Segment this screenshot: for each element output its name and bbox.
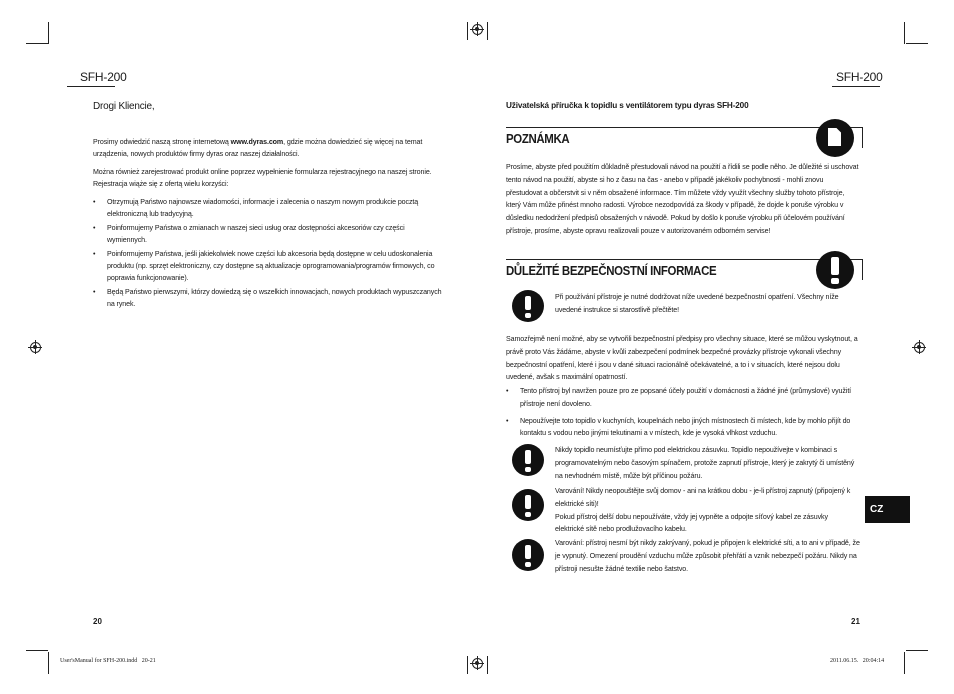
registration-mark-icon — [470, 656, 484, 670]
left-page-body — [93, 136, 443, 312]
safety-intro: Při používání přístroje je nutné dodržovat níže uvedené bezpečnostní opatření. Všechny níže uvedené instrukce si starostlivě přečtěte! — [555, 293, 839, 314]
exclamation-circle-icon — [816, 251, 854, 289]
safety-heading: DŮLEŽITÉ BEZPEČNOSTNÍ INFORMACE — [506, 263, 717, 278]
print-timestamp: 2011.06.15. 20:04:14 — [830, 658, 885, 664]
greeting: Drogi Kliencie, — [93, 101, 155, 112]
warning-unattended-line: Varování! Nikdy neopouštějte svůj domov - ani na krátkou dobu - je-li přístroj zapnutý (připojený k elektrické síti)! — [555, 487, 851, 508]
note-heading: POZNÁMKA — [506, 131, 570, 146]
list-item: • Poinformujemy Państwa, jeśli jakiekolwiek nowe części lub akcesoria będą dostępne w celu udoskonalenia produktu (np. sprzęt elektroniczny, czy dostępne są aktualizacje oprogramowania/programów firmowych, co poprawia funkcjonowanie). — [93, 248, 443, 284]
exclamation-circle-icon — [512, 489, 544, 521]
warning-socket: Nikdy topidlo neumísťujte přímo pod elektrickou zásuvku. Topidlo nepoužívejte v kombinaci s programovatelným nebo časovým spínačem, protože zapnutí přístroje, který je zakrytý či umístěný na nevhodném místě, může být příčinou požáru. — [555, 446, 855, 480]
page-number-left: 20 — [93, 617, 102, 626]
header-rule-right — [832, 86, 880, 87]
exclamation-circle-icon — [512, 290, 544, 322]
safety-list — [506, 385, 861, 442]
list-item: • Tento přístroj byl navržen pouze pro ze popsané účely použití v domácnosti a žádné jiné (průmyslové) využití přístroje není dovoleno. — [506, 385, 861, 411]
note-text: Prosíme, abyste před použitím důkladně přestudovali návod na použití a řídili se podle něho. Je důležité si uschovat tento návod na použití, abyste si ho z času na čas - anebo v případě jakékoliv pochybnosti - mohli znovu přestudovat a občerstvit si v něm obsažené informace. Tím můžete vždy využít všechny služby tohoto přístroje, který Vám může přinést mnoho radosti. Výrobce nezodpovídá za škody v případě, že dojde k poruše výrobku v důsledku nedodržení předpisů obsažených v návodě. Pokud by došlo k poruše výrobku při účelovém používání přístroje, prosíme, abyste opravu realizovali pouze v autorizovaném odborném servise! — [506, 163, 859, 235]
website-paragraph: Prosimy odwiedzić naszą stronę internetową www.dyras.com, gdzie można dowiedzieć się więcej na temat urządzenia, nowych produktów firmy dyras oraz naszej działalności. — [93, 138, 423, 158]
list-item: • Nepoužívejte toto topidlo v kuchyních, koupelnách nebo jiných místnostech či místech, kde by mohlo přijít do kontaktu s vodou nebo jinými tekutinami a v místech, kde je vysoká vlhkost vzduchu. — [506, 415, 861, 441]
benefits-list — [93, 196, 443, 310]
page-header-right: SFH-200 — [836, 70, 883, 84]
page-header-left: SFH-200 — [80, 70, 127, 84]
warning-unattended — [555, 485, 855, 536]
exclamation-circle-icon — [512, 444, 544, 476]
page-number-right: 21 — [851, 617, 860, 626]
warning-covering: Varování: přístroj nesmí být nikdy zakrývaný, pokud je připojen k elektrické síti, a to ani v případě, že je vypnutý. Omezení proudění vzduchu může způsobit přehřátí a vznik nebezpečí požáru. Nikdy na přístroji nesušte žádné textilie nebo šatstvo. — [555, 539, 860, 573]
document-circle-icon — [816, 119, 854, 157]
safety-paragraph: Samozřejmě není možné, aby se vytvořili bezpečnostní předpisy pro všechny situace, které se můžou vyskytnout, a právě proto Vás žádáme, abyste v kvůli zabezpečení podmínek bezpečné provázky přístroje vykonali všechny bezpečnostní opatření, které i jsou v dané situaci racionálně očekávatelné, a to i v situacích, které nejsou dolu uvedené, avšak s maximální opatrností. — [506, 335, 858, 382]
registration-paragraph: Można również zarejestrować produkt online poprzez wypełnienie formularza rejestracyjnego na naszej stronie. Rejestracja wiąże się z ofertą wielu korzyści: — [93, 168, 432, 188]
header-rule-left — [67, 86, 115, 87]
list-item: • Otrzymują Państwo najnowsze wiadomości, informacje i zalecenia o naszym nowym produkcie pocztą elektroniczną lub tradycyjną. — [93, 196, 443, 220]
list-item: • Będą Państwo pierwszymi, którzy dowiedzą się o wszelkich innowacjach, nowych produktach wypuszczanych na rynek. — [93, 286, 443, 310]
registration-mark-icon — [28, 340, 42, 354]
registration-mark-icon — [470, 22, 484, 36]
language-tab: CZ — [865, 496, 910, 523]
exclamation-circle-icon — [512, 539, 544, 571]
website-link[interactable]: www.dyras.com — [230, 138, 284, 146]
registration-mark-icon — [912, 340, 926, 354]
manual-title: Uživatelská příručka k topidlu s ventilátorem typu dyras SFH-200 — [506, 101, 749, 110]
list-item: • Poinformujemy Państwa o zmianach w naszej sieci usług oraz dostępności akcesoriów czy części wymiennych. — [93, 222, 443, 246]
file-info: User'sManual for SFH-200.indd 20-21 — [60, 658, 156, 664]
warning-unplug-line: Pokud přístroj delší dobu nepoužíváte, vždy jej vypněte a odpojte síťový kabel ze zásuvky elektrické sítě nebo prodlužovacího kabelu. — [555, 512, 828, 534]
